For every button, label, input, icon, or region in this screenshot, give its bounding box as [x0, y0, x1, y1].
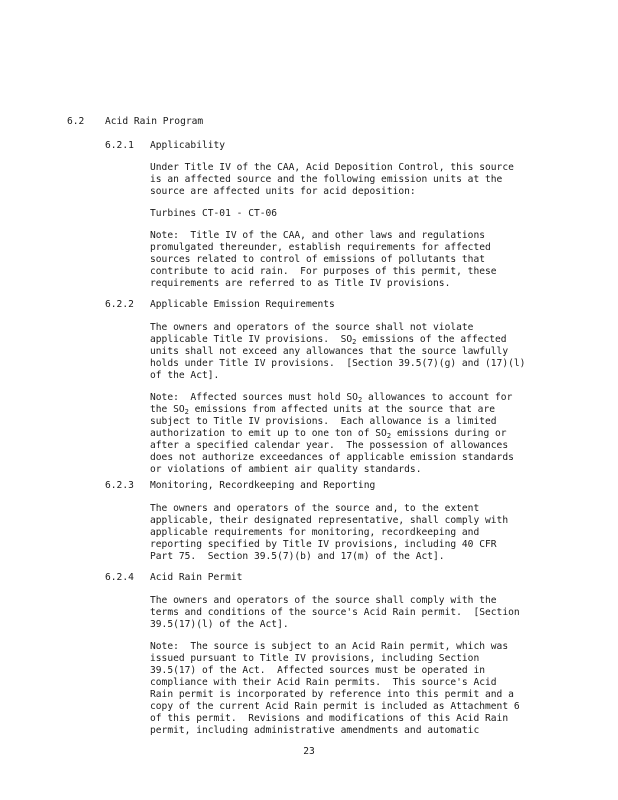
paragraph-line: does not authorize exceedances of applicable emission standards	[150, 452, 514, 463]
paragraph-line: Under Title IV of the CAA, Acid Deposition Control, this source	[150, 162, 514, 173]
paragraph-line: source are affected units for acid deposition:	[150, 186, 416, 197]
subsection-title: Applicability	[150, 140, 226, 151]
paragraph-line: permit, including administrative amendments and automatic	[150, 725, 480, 736]
paragraph-line: 39.5(17) of the Act. Affected sources must be operated in	[150, 665, 486, 676]
paragraph-line: terms and conditions of the source's Acid Rain permit. [Section	[150, 607, 520, 618]
paragraph-line: or violations of ambient air quality standards.	[150, 464, 422, 475]
paragraph-line: subject to Title IV provisions. Each allowance is a limited	[150, 416, 497, 427]
subsection-number: 6.2.2	[105, 299, 134, 310]
page-number: 23	[303, 746, 315, 757]
paragraph-line: reporting specified by Title IV provisions, including 40 CFR	[150, 539, 497, 550]
paragraph-line: 39.5(17)(l) of the Act].	[150, 619, 289, 630]
paragraph-line: the $SO_2$ emissions from affected units at the source that are	[150, 404, 496, 416]
subsection-title: Acid Rain Permit	[150, 572, 243, 583]
paragraph-line: sources related to control of emissions of pollutants that	[150, 254, 486, 265]
paragraph-line: after a specified calendar year. The possession of allowances	[150, 440, 509, 451]
subsection-title: Monitoring, Recordkeeping and Reporting	[150, 480, 376, 491]
paragraph-line: Note: Title IV of the CAA, and other laws and regulations	[150, 230, 486, 241]
paragraph-line: Note: Affected sources must hold $SO_2$ allowances to account for	[150, 392, 513, 404]
paragraph-line: copy of the current Acid Rain permit is included as Attachment 6	[150, 701, 520, 712]
paragraph-line: The owners and operators of the source shall not violate	[150, 322, 474, 333]
subsection-title: Applicable Emission Requirements	[150, 299, 335, 310]
paragraph-line: compliance with their Acid Rain permits. This source's Acid	[150, 677, 497, 688]
paragraph-line: of the Act].	[150, 370, 220, 381]
subsection-number: 6.2.1	[105, 140, 134, 151]
paragraph-line: holds under Title IV provisions. [Section 39.5(7)(g) and (17)(l)	[150, 358, 526, 369]
subsection-number: 6.2.4	[105, 572, 134, 583]
paragraph-line: units shall not exceed any allowances that the source lawfully	[150, 346, 509, 357]
paragraph-line: applicable, their designated representative, shall comply with	[150, 515, 509, 526]
paragraph-line: issued pursuant to Title IV provisions, including Section	[150, 653, 480, 664]
paragraph-line: requirements are referred to as Title IV provisions.	[150, 278, 451, 289]
paragraph-line: of this permit. Revisions and modifications of this Acid Rain	[150, 713, 509, 724]
paragraph-line: The owners and operators of the source shall comply with the	[150, 595, 497, 606]
section-title: Acid Rain Program	[105, 116, 204, 127]
paragraph-line: contribute to acid rain. For purposes of this permit, these	[150, 266, 497, 277]
paragraph-line: Note: The source is subject to an Acid Rain permit, which was	[150, 641, 509, 652]
paragraph-line: The owners and operators of the source and, to the extent	[150, 503, 480, 514]
paragraph-line: applicable requirements for monitoring, recordkeeping and	[150, 527, 480, 538]
paragraph-line: Rain permit is incorporated by reference into this permit and a	[150, 689, 514, 700]
paragraph-line: authorization to emit up to one ton of $SO_2$ emissions during or	[150, 428, 507, 440]
paragraph-line: promulgated thereunder, establish requirements for affected	[150, 242, 491, 253]
paragraph-line: Turbines CT-01 - CT-06	[150, 208, 278, 219]
subsection-number: 6.2.3	[105, 480, 134, 491]
paragraph-line: is an affected source and the following emission units at the	[150, 174, 503, 185]
paragraph-line: applicable Title IV provisions. $SO_2$ emissions of the affected	[150, 334, 507, 346]
section-number: 6.2	[67, 116, 85, 127]
paragraph-line: Part 75. Section 39.5(7)(b) and 17(m) of the Act].	[150, 551, 445, 562]
